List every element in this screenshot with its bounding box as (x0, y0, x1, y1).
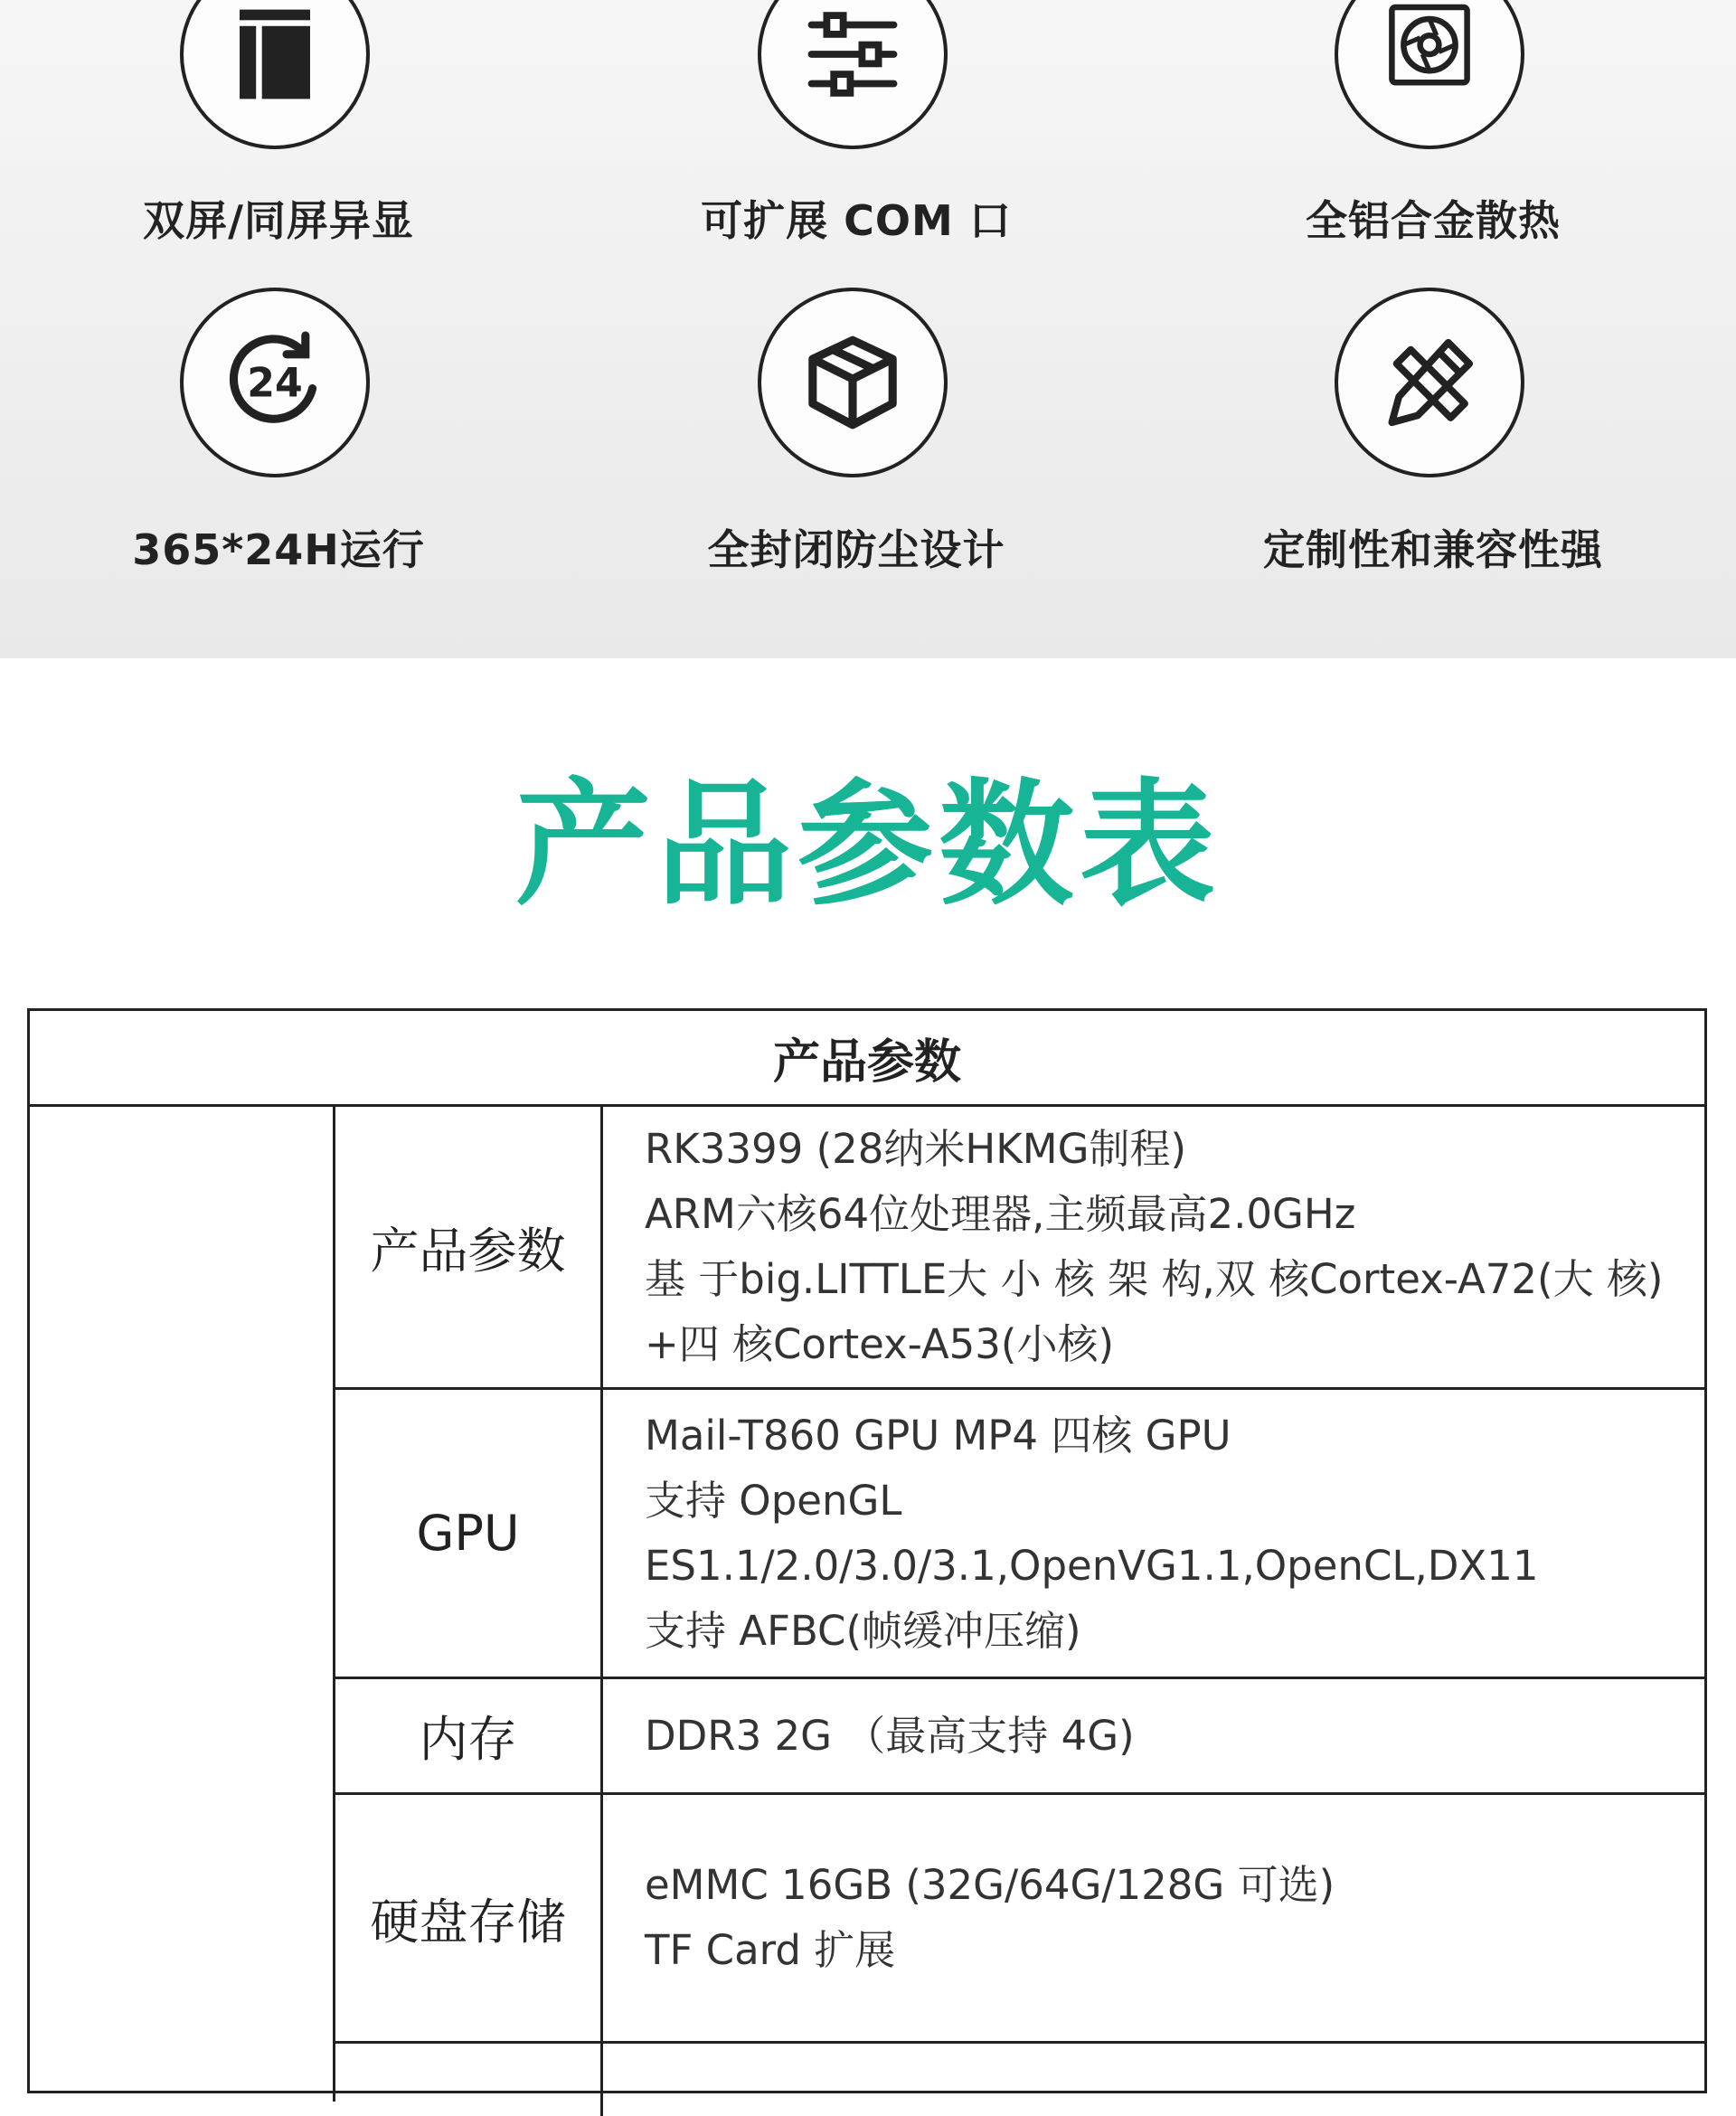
value-line: ARM六核64位处理器,主频最高2.0GHz (645, 1190, 1356, 1238)
value-line: TF Card 扩展 (645, 1926, 896, 1974)
section-title: 产品参数表 (514, 767, 1221, 924)
value-line: 支持 AFBC(帧缓冲压缩) (645, 1606, 1081, 1655)
row-name (335, 2044, 603, 2116)
value-line: RK3399 (28纳米HKMG制程) (645, 1125, 1187, 1173)
value-line: ES1.1/2.0/3.0/3.1,OpenVG1.1,OpenCL,DX11 (645, 1541, 1539, 1590)
row-name: 内存 (335, 1679, 603, 1792)
svg-text:24: 24 (247, 360, 303, 407)
row-value (603, 1795, 1707, 2041)
row-value (603, 1107, 1707, 1387)
features-section (0, 0, 1736, 658)
spec-table (27, 1008, 1707, 2093)
feature-label: 365*24H运行 (132, 525, 425, 574)
table-row (335, 2044, 1707, 2116)
row-name: 硬盘存储 (335, 1795, 603, 2041)
feature-label: 全封闭防尘设计 (707, 525, 1005, 574)
feature-label: 定制性和兼容性强 (1263, 525, 1603, 574)
box-icon (758, 288, 948, 477)
value-line: 基 于big.LITTLE大 小 核 架 构,双 核Cortex-A72(大 核) (645, 1255, 1664, 1303)
table-row (335, 1390, 1707, 1679)
row-name: GPU (335, 1390, 603, 1677)
value-line: +四 核Cortex-A53(小核) (645, 1320, 1115, 1368)
dual-screen-icon (180, 0, 370, 149)
value-line: Mail-T860 GPU MP4 四核 GPU (645, 1411, 1231, 1459)
feature-label: 双屏/同屏异显 (143, 196, 414, 245)
sliders-icon (758, 0, 948, 149)
cooling-fan-icon (1335, 0, 1524, 149)
table-row (335, 1107, 1707, 1390)
feature-label: 可扩展 COM 口 (701, 196, 1012, 245)
table-category-column (30, 1107, 335, 2102)
pencil-ruler-icon (1335, 288, 1524, 477)
table-row (335, 1795, 1707, 2044)
row-value (603, 1390, 1707, 1677)
table-header: 产品参数 (30, 1011, 1704, 1107)
value-line: DDR3 2G （最高支持 4G) (645, 1711, 1135, 1760)
feature-label: 全铝合金散热 (1306, 196, 1561, 245)
table-row (335, 1679, 1707, 1795)
value-line: 支持 OpenGL (645, 1476, 902, 1525)
row-name: 产品参数 (335, 1107, 603, 1387)
row-value (603, 1679, 1707, 1792)
24-hour-icon (180, 288, 370, 477)
value-line: eMMC 16GB (32G/64G/128G 可选) (645, 1861, 1335, 1909)
